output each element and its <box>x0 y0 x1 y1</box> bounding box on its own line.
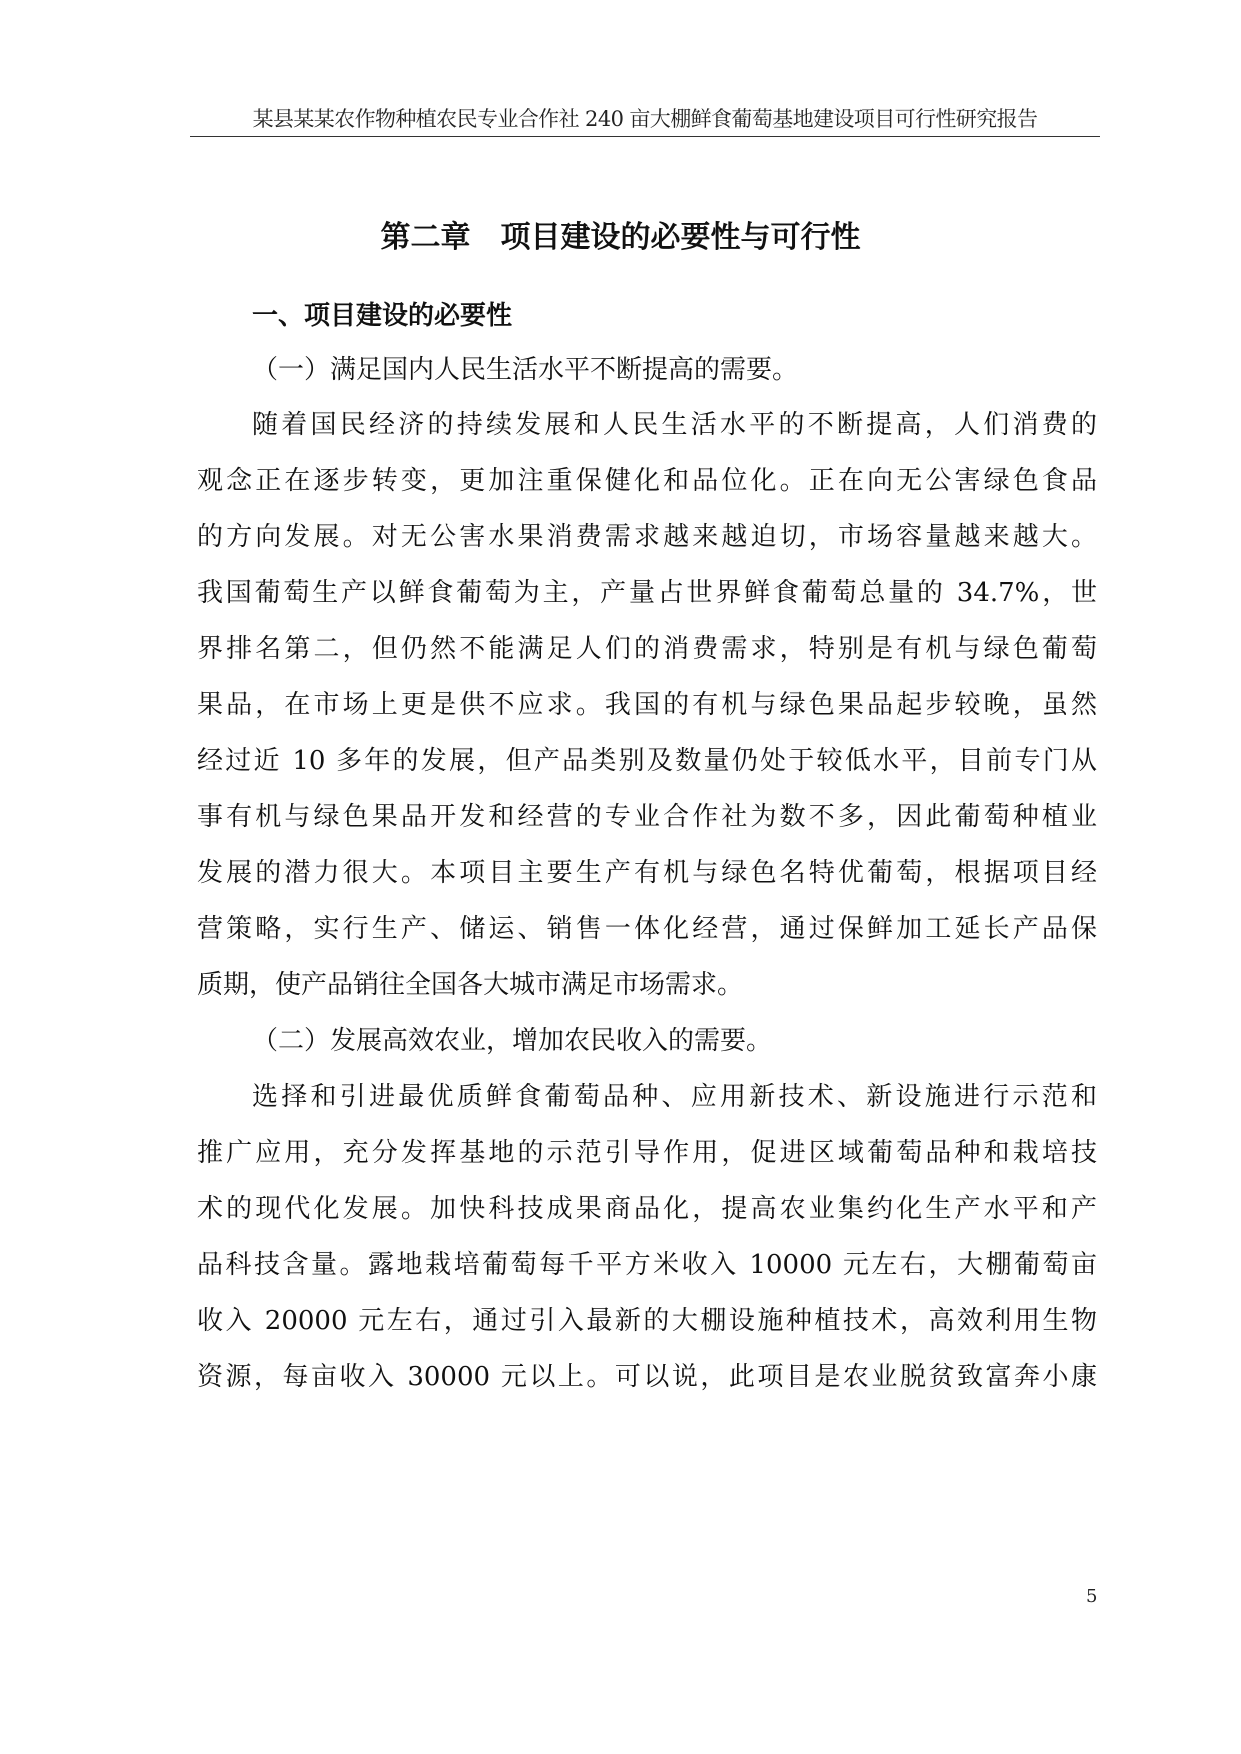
paragraph-line: 发展的潜力很大。本项目主要生产有机与绿色名特优葡萄，根据项目经 <box>197 858 1097 888</box>
paragraph-line: 的方向发展。对无公害水果消费需求越来越迫切，市场容量越来越大。 <box>197 522 1097 552</box>
paragraph-line: 质期，使产品销往全国各大城市满足市场需求。 <box>197 970 744 1000</box>
paragraph-line: 事有机与绿色果品开发和经营的专业合作社为数不多，因此葡萄种植业 <box>197 802 1097 832</box>
paragraph-line: 界排名第二，但仍然不能满足人们的消费需求，特别是有机与绿色葡萄 <box>197 634 1097 664</box>
paragraph-line: 随着国民经济的持续发展和人民生活水平的不断提高，人们消费的 <box>252 410 1097 440</box>
paragraph-line: 我国葡萄生产以鲜食葡萄为主，产量占世界鲜食葡萄总量的 34.7%，世 <box>197 578 1097 608</box>
paragraph-line: 经过近 10 多年的发展，但产品类别及数量仍处于较低水平，目前专门从 <box>197 746 1097 776</box>
paragraph-line: 选择和引进最优质鲜食葡萄品种、应用新技术、新设施进行示范和 <box>252 1082 1097 1112</box>
chapter-title: 第二章 项目建设的必要性与可行性 <box>380 220 861 255</box>
paragraph-line: 推广应用，充分发挥基地的示范引导作用，促进区域葡萄品种和栽培技 <box>197 1138 1097 1168</box>
paragraph-line: 资源，每亩收入 30000 元以上。可以说，此项目是农业脱贫致富奔小康 <box>197 1362 1097 1392</box>
paragraph-line: 品科技含量。露地栽培葡萄每千平方米收入 10000 元左右，大棚葡萄亩 <box>197 1250 1097 1280</box>
paragraph-line: 观念正在逐步转变，更加注重保健化和品位化。正在向无公害绿色食品 <box>197 466 1097 496</box>
subsection-heading: （一）满足国内人民生活水平不断提高的需要。 <box>252 355 799 385</box>
running-header: 某县某某农作物种植农民专业合作社 240 亩大棚鲜食葡萄基地建设项目可行性研究报告 <box>252 107 1038 131</box>
subsection-heading: （二）发展高效农业，增加农民收入的需要。 <box>252 1026 773 1056</box>
paragraph-line: 果品，在市场上更是供不应求。我国的有机与绿色果品起步较晚，虽然 <box>197 690 1097 720</box>
paragraph-line: 术的现代化发展。加快科技成果商品化，提高农业集约化生产水平和产 <box>197 1194 1097 1224</box>
paragraph-line: 收入 20000 元左右，通过引入最新的大棚设施种植技术，高效利用生物 <box>197 1306 1097 1336</box>
section-heading: 一、项目建设的必要性 <box>252 301 513 331</box>
paragraph-line: 营策略，实行生产、储运、销售一体化经营，通过保鲜加工延长产品保 <box>197 914 1097 944</box>
header-rule <box>190 136 1100 137</box>
page-number: 5 <box>1086 1586 1098 1607</box>
